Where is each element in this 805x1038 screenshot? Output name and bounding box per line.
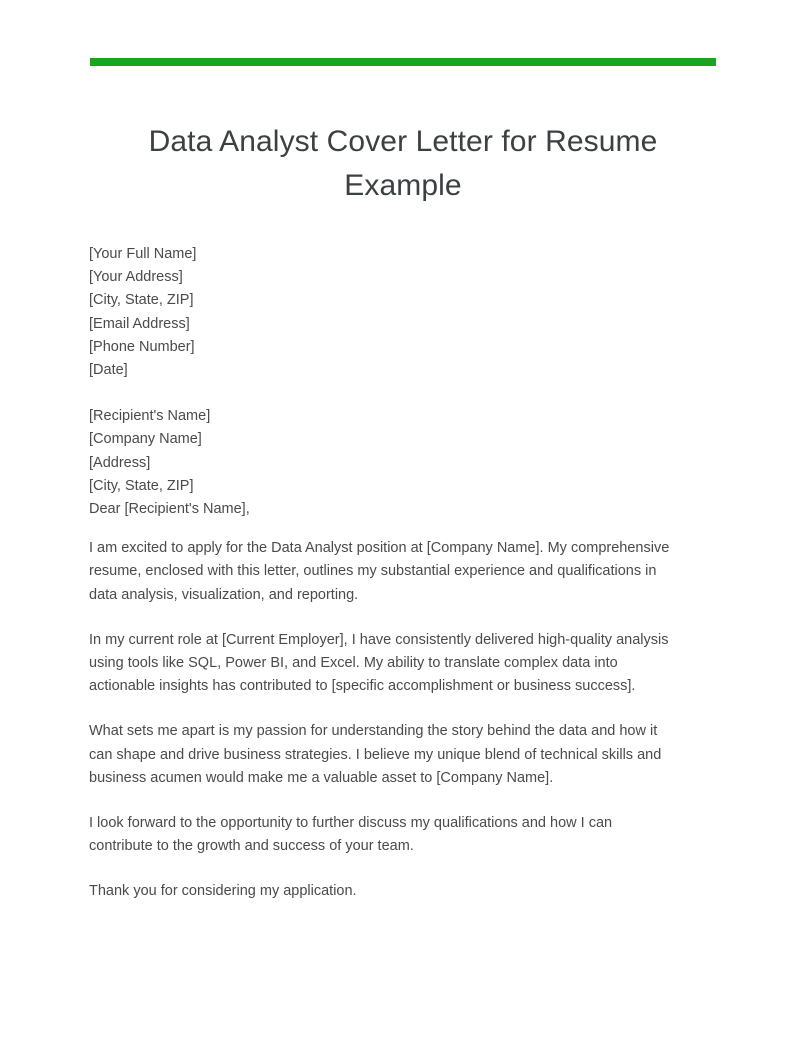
body-paragraph-2: In my current role at [Current Employer], I have consistently delivered high-quality analysis using tools like SQL, Power BI, and Excel. My ability to translate complex data into actionable insights has contributed to [specific accomplishment or business success]. (89, 631, 669, 695)
salutation-line: Dear [Recipient's Name], (89, 501, 250, 518)
sender-line-email: [Email Address] (89, 315, 190, 332)
sender-line-phone: [Phone Number] (89, 338, 195, 355)
recipient-line-company: [Company Name] (89, 431, 202, 448)
closing-thank-you: Thank you for considering my application. (89, 883, 357, 900)
green-accent-bar (90, 58, 716, 66)
page-title: Data Analyst Cover Letter for Resume Example (148, 125, 658, 203)
body-paragraph-1: I am excited to apply for the Data Analyst position at [Company Name]. My comprehensive resume, enclosed with this letter, outlines my substantial experience and qualifications in data analysis, visualization, and reporting. (89, 540, 670, 603)
body-paragraph-3: What sets me apart is my passion for understanding the story behind the data and how it can shape and drive business strategies. I believe my unique blend of technical skills and business acumen would make me a valuable asset to [Company Name]. (89, 723, 662, 786)
letter-content (89, 243, 674, 904)
sender-line-date: [Date] (89, 362, 128, 379)
body-paragraph-4: I look forward to the opportunity to further discuss my qualifications and how I can contribute to the growth and success of your team. (89, 815, 613, 855)
recipient-address-block (89, 405, 674, 521)
recipient-line-city-state-zip: [City, State, ZIP] (89, 477, 194, 494)
recipient-line-address: [Address] (89, 454, 151, 471)
sender-line-full-name: [Your Full Name] (89, 246, 197, 262)
sender-line-address: [Your Address] (89, 269, 183, 286)
recipient-line-name: [Recipient's Name] (89, 408, 211, 425)
address-block-spacer (89, 382, 674, 405)
sender-line-city-state-zip: [City, State, ZIP] (89, 292, 194, 309)
sender-address-block (89, 243, 674, 382)
